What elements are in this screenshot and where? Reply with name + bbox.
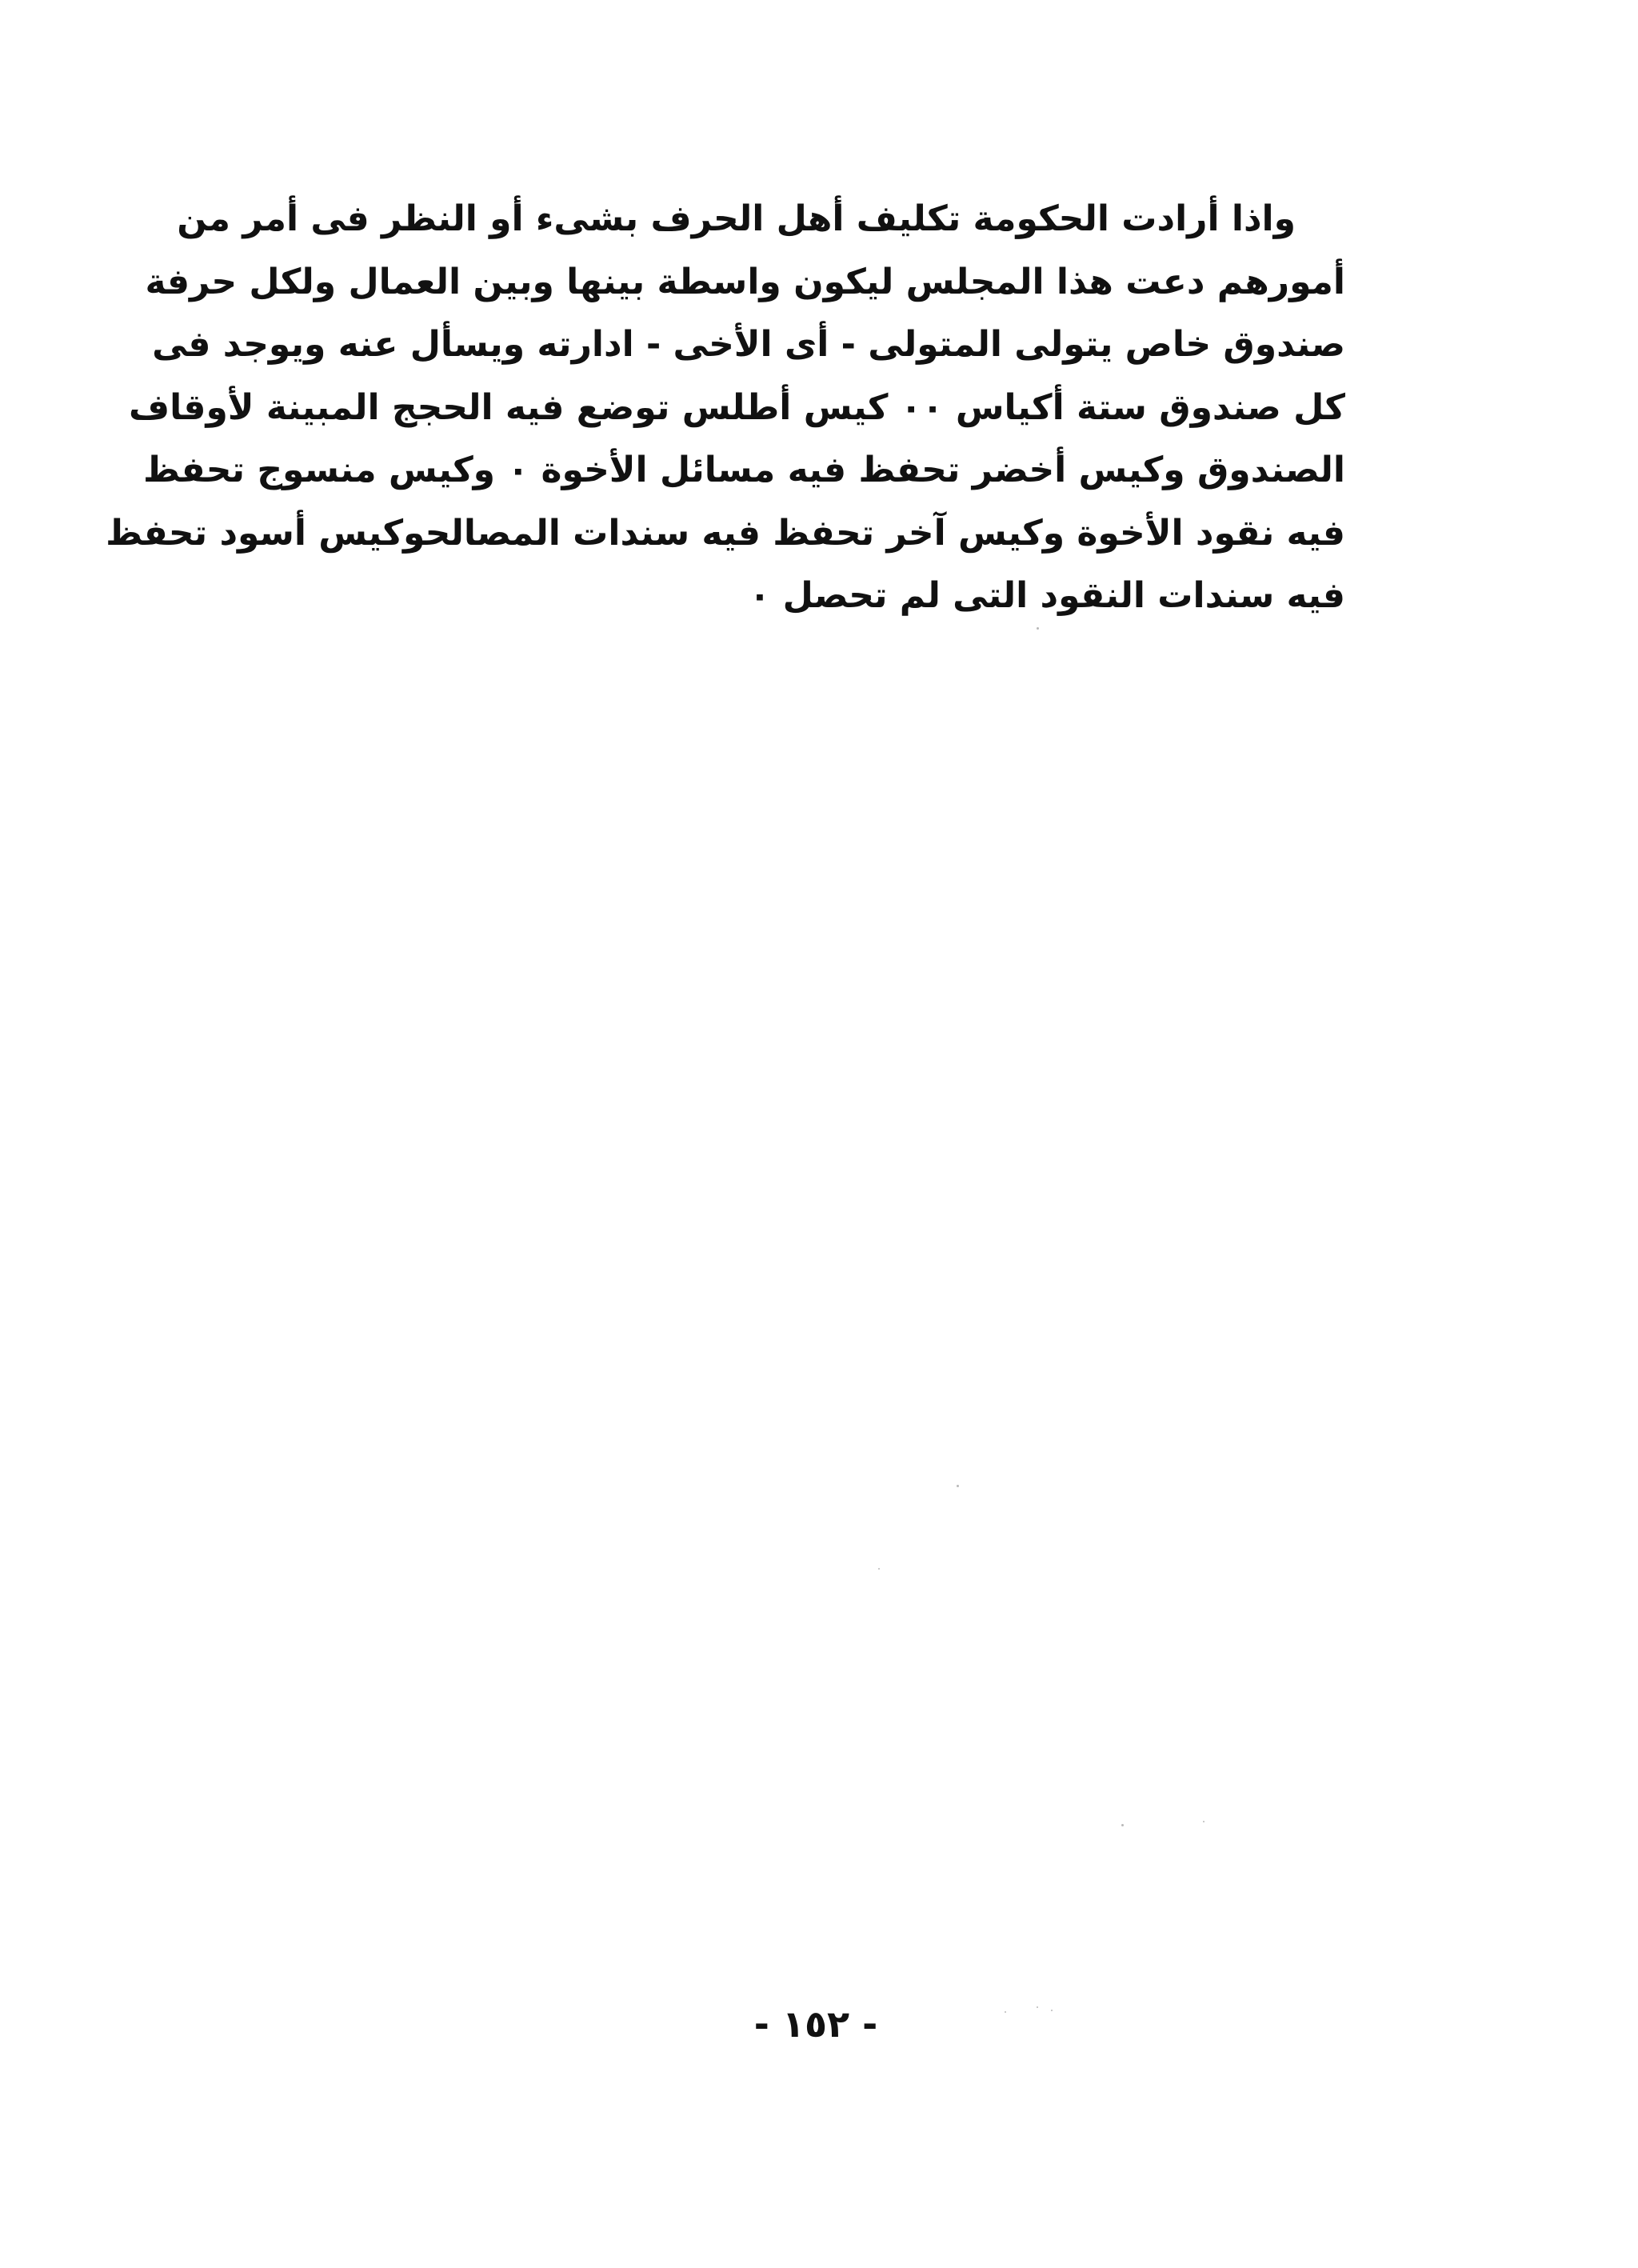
paragraph-line: الصندوق وكيس أخضر تحفظ فيه مسائل الأخوة ٠ وكيس منسوج تحفظ: [143, 450, 1345, 490]
scan-speck: [1051, 2010, 1053, 2011]
paragraph-line: كل صندوق ستة أكياس ٠٠ كيس أطلس توضع فيه الحجج المبينة لأوقاف: [129, 386, 1345, 428]
scan-speck: [1203, 1821, 1205, 1822]
scan-speck: [1005, 2011, 1006, 2013]
page-number: - ١٥٢ -: [753, 2002, 878, 2046]
scan-speck: [1037, 2006, 1038, 2008]
scan-speck: [957, 1485, 959, 1487]
paragraph-line: واذا أرادت الحكومة تكليف أهل الحرف بشىء أو النظر فى أمر من: [177, 198, 1296, 239]
scan-speck: [1037, 627, 1039, 630]
scan-speck: [1121, 1824, 1124, 1826]
paragraph-line: أمورهم دعت هذا المجلس ليكون واسطة بينها وبين العمال ولكل حرفة: [145, 261, 1345, 302]
paragraph-line: فيه نقود الأخوة وكيس آخر تحفظ فيه سندات المصالحوكيس أسود تحفظ: [106, 512, 1345, 554]
paragraph-line: صندوق خاص يتولى المتولى - أى الأخى - ادارته ويسأل عنه ويوجد فى: [152, 324, 1345, 365]
paragraph-line: فيه سندات النقود التى لم تحصل ٠: [749, 575, 1345, 616]
scan-speck: [878, 1568, 880, 1570]
body-paragraph: [106, 188, 1345, 628]
